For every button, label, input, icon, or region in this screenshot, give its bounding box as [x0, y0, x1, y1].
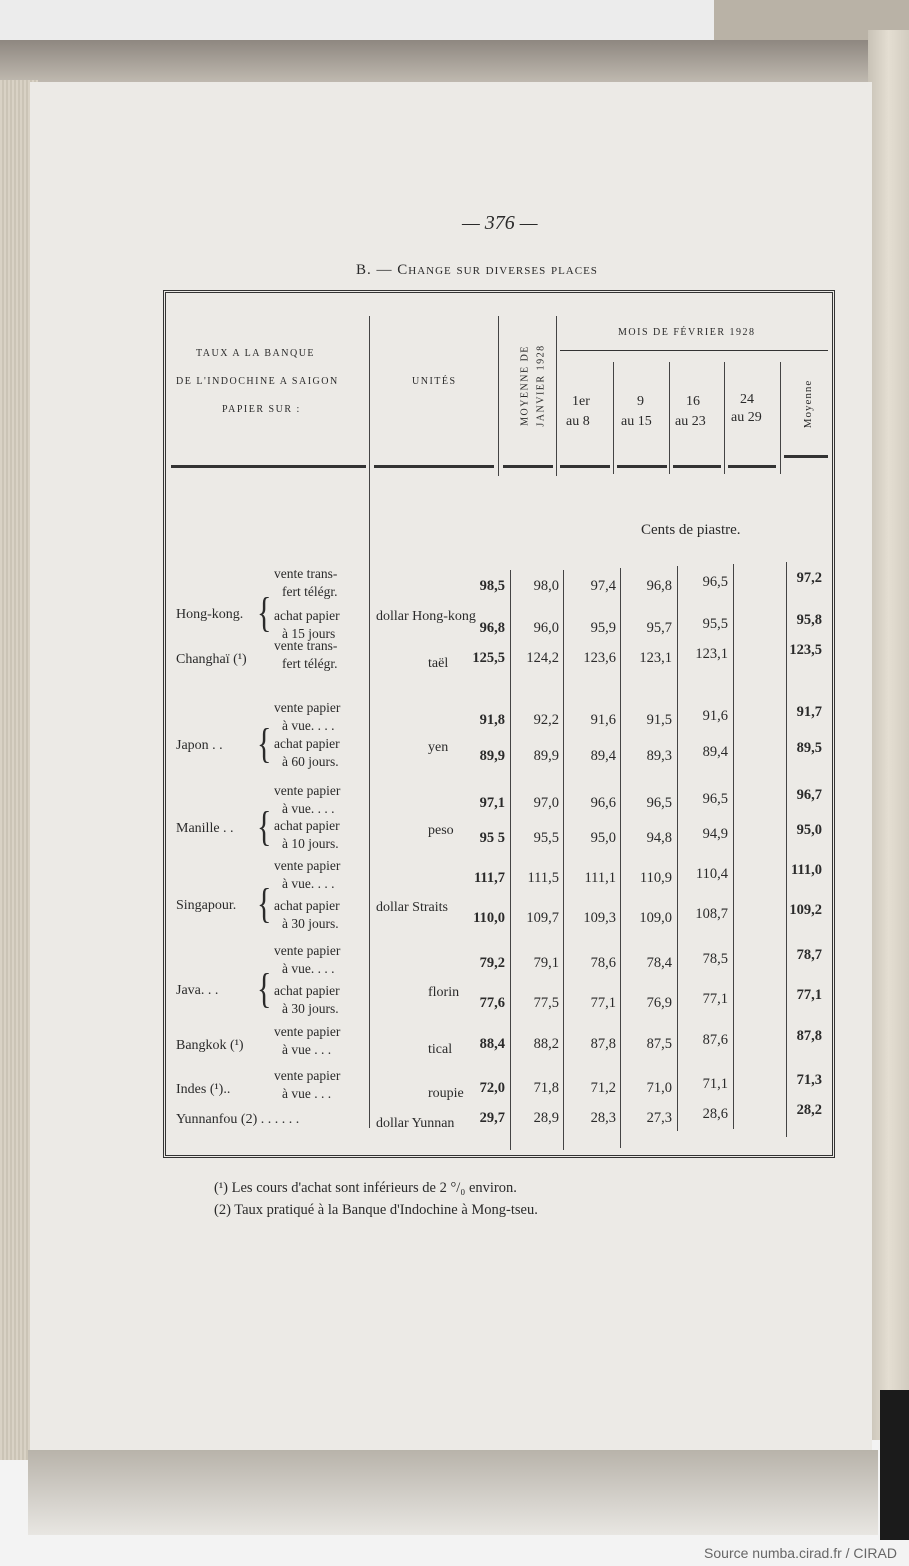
place-name: Japon . . — [176, 738, 223, 753]
cell-p2: 77,1 — [590, 995, 616, 1011]
cell-p4: 77,1 — [702, 991, 728, 1007]
col-rule — [724, 362, 725, 474]
cell-p3: 109,0 — [639, 910, 672, 926]
cell-p4: 110,4 — [695, 866, 728, 882]
cell-p4: 96,5 — [702, 791, 728, 807]
row-label: vente trans- — [274, 638, 338, 653]
cell-p4: 123,1 — [695, 646, 728, 662]
cell-avg: 89,5 — [796, 740, 822, 756]
cell-avg: 97,2 — [796, 570, 822, 586]
brace-icon: { — [257, 590, 272, 637]
header-col1-line2: DE L'INDOCHINE A SAIGON — [176, 376, 339, 387]
cell-avg: 95,0 — [796, 822, 822, 838]
cell-p3: 27,3 — [646, 1110, 672, 1126]
place-unit: peso — [428, 822, 454, 838]
page-number: — 376 — — [462, 212, 538, 234]
brace-icon: { — [257, 803, 272, 850]
cell-p1: 98,0 — [533, 578, 559, 594]
cell-avg: 91,7 — [796, 704, 822, 720]
header-rule — [503, 465, 553, 468]
row-label: à vue. . . . — [282, 876, 335, 891]
period-3-a: 16 — [686, 394, 700, 409]
cell-jan: 77,6 — [479, 995, 505, 1011]
period-4-a: 24 — [740, 392, 754, 407]
place-name: Manille . . — [176, 820, 234, 836]
book-top-edge — [0, 40, 880, 88]
cell-jan: 72,0 — [479, 1080, 505, 1096]
col-rule — [556, 316, 557, 476]
row-label: achat papier — [274, 898, 340, 913]
cell-p3: 96,5 — [646, 795, 672, 811]
row-label: achat papier — [274, 608, 340, 623]
row-label: à 60 jours. — [282, 754, 339, 769]
cell-p4: 28,6 — [702, 1106, 728, 1122]
col-rule — [498, 316, 499, 476]
cell-p1: 97,0 — [533, 795, 559, 811]
cell-jan: 111,7 — [473, 870, 505, 886]
cell-p2: 95,0 — [590, 830, 616, 846]
cell-p1: 71,8 — [533, 1080, 559, 1096]
cell-p2: 87,8 — [590, 1036, 616, 1052]
cell-p3: 78,4 — [646, 955, 672, 971]
cell-p1: 96,0 — [533, 620, 559, 636]
row-label: achat papier — [274, 983, 340, 998]
cell-avg: 71,3 — [796, 1072, 822, 1088]
brace-icon: { — [257, 721, 272, 768]
cell-p1: 77,5 — [533, 995, 559, 1011]
cell-avg: 111,0 — [790, 862, 822, 878]
row-label: vente papier — [274, 858, 341, 873]
cell-p1: 95,5 — [533, 830, 559, 846]
cell-p4: 71,1 — [702, 1076, 728, 1092]
row-label: vente trans- — [274, 566, 338, 581]
section-heading: B. — Change sur diverses places — [356, 262, 598, 278]
place-unit: roupie — [428, 1086, 464, 1101]
row-label: à 10 jours. — [282, 836, 339, 851]
cell-p3: 95,7 — [646, 620, 672, 636]
row-label: achat papier — [274, 736, 340, 751]
row-label: vente papier — [274, 700, 341, 715]
cell-p2: 71,2 — [590, 1080, 616, 1096]
cell-p1: 88,2 — [533, 1036, 559, 1052]
cell-avg: 87,8 — [796, 1028, 822, 1044]
cell-p3: 110,9 — [639, 870, 672, 886]
cell-p1: 109,7 — [526, 910, 559, 926]
header-rule — [171, 465, 366, 468]
cell-avg: 78,7 — [796, 947, 822, 963]
period-1-b: au 8 — [566, 414, 590, 429]
row-label: vente papier — [274, 1068, 341, 1083]
period-4-b: au 29 — [731, 410, 762, 425]
dark-corner — [880, 1390, 909, 1540]
cell-p2: 28,3 — [590, 1110, 616, 1126]
cell-p1: 124,2 — [526, 650, 559, 666]
cell-jan: 110,0 — [473, 910, 505, 926]
cell-p3: 91,5 — [646, 712, 672, 728]
cell-p2: 123,6 — [583, 650, 616, 666]
row-label: à vue. . . . — [282, 961, 335, 976]
cell-avg: 109,2 — [789, 902, 822, 918]
header-col1-line3: PAPIER SUR : — [222, 404, 301, 415]
header-units: UNITÉS — [412, 376, 457, 387]
cell-p4: 96,5 — [702, 574, 728, 590]
cell-jan: 98,5 — [479, 578, 505, 594]
place-name: Yunnanfou (2) . . . . . . — [176, 1112, 300, 1127]
place-name: Changhaï (¹) — [176, 652, 247, 667]
col-rule — [563, 570, 564, 1150]
col-rule — [369, 316, 370, 1128]
row-label: vente papier — [274, 943, 341, 958]
cell-jan: 89,9 — [479, 748, 505, 764]
header-rule — [673, 465, 721, 468]
cell-avg: 123,5 — [789, 642, 822, 658]
cell-p1: 89,9 — [533, 748, 559, 764]
month-rule — [560, 350, 828, 351]
place-unit: taël — [428, 656, 449, 671]
cell-avg: 28,2 — [796, 1102, 822, 1118]
place-unit: dollar Yunnan — [376, 1116, 455, 1131]
col-rule — [620, 568, 621, 1148]
cell-jan: 95 5 — [479, 830, 505, 846]
cell-jan: 96,8 — [479, 620, 505, 636]
row-label: achat papier — [274, 818, 340, 833]
cell-p4: 87,6 — [702, 1032, 728, 1048]
header-rule — [784, 455, 828, 458]
row-label: à vue. . . . — [282, 718, 335, 733]
cell-p4: 91,6 — [702, 708, 728, 724]
place-unit: dollar Straits — [376, 900, 448, 915]
col-rule — [669, 362, 670, 474]
row-label: fert télégr. — [282, 656, 338, 671]
period-1-a: 1er — [572, 394, 590, 409]
cell-p2: 91,6 — [590, 712, 616, 728]
cell-avg: 95,8 — [796, 612, 822, 628]
row-label: à 30 jours. — [282, 916, 339, 931]
place-unit: florin — [428, 985, 460, 1000]
cell-p1: 92,2 — [533, 712, 559, 728]
cell-jan: 88,4 — [479, 1036, 505, 1052]
col-rule — [733, 564, 734, 1129]
row-label: à vue. . . . — [282, 801, 335, 816]
place-unit: yen — [428, 740, 449, 755]
cell-p3: 87,5 — [646, 1036, 672, 1052]
col-rule — [613, 362, 614, 474]
place-unit: dollar Hong-kong — [376, 609, 476, 624]
row-label: à vue . . . — [282, 1042, 332, 1057]
cell-p3: 71,0 — [646, 1080, 672, 1096]
book-right-edge — [868, 30, 909, 1440]
cell-jan: 91,8 — [479, 712, 505, 728]
cell-p4: 95,5 — [702, 616, 728, 632]
place-name: Singapour. — [176, 898, 237, 913]
cell-jan: 97,1 — [479, 795, 505, 811]
row-label: fert télégr. — [282, 584, 338, 599]
place-unit: tical — [428, 1042, 453, 1057]
header-rule — [560, 465, 610, 468]
header-jan-line1: MOYENNE DE — [519, 345, 531, 426]
row-label: vente papier — [274, 1024, 341, 1039]
cell-jan: 125,5 — [472, 650, 505, 666]
brace-icon: { — [257, 966, 272, 1013]
header-month: MOIS DE FÉVRIER 1928 — [618, 327, 756, 338]
header-rule — [617, 465, 667, 468]
header-moyenne: Moyenne — [802, 379, 814, 429]
header-jan-line2: JANVIER 1928 — [535, 344, 547, 427]
place-name: Bangkok (¹) — [176, 1038, 244, 1053]
footnote-2: (2) Taux pratiqué à la Banque d'Indochine à Mong-tseu. — [214, 1202, 538, 1218]
cell-p2: 89,4 — [590, 748, 616, 764]
cell-p1: 79,1 — [533, 955, 559, 971]
col-rule — [780, 362, 781, 474]
cell-avg: 77,1 — [796, 987, 822, 1003]
cell-p3: 96,8 — [646, 578, 672, 594]
period-2-b: au 15 — [621, 414, 652, 429]
unit-note: Cents de piastre. — [641, 522, 741, 538]
cell-p2: 109,3 — [583, 910, 616, 926]
cell-p2: 96,6 — [590, 795, 616, 811]
cell-p2: 97,4 — [590, 578, 616, 594]
cell-p3: 89,3 — [646, 748, 672, 764]
period-2-a: 9 — [637, 394, 644, 409]
row-label: vente papier — [274, 783, 341, 798]
source-credit: Source numba.cirad.fr / CIRAD — [704, 1545, 897, 1561]
cell-p1: 28,9 — [533, 1110, 559, 1126]
cell-jan: 79,2 — [479, 955, 505, 971]
cell-p2: 95,9 — [590, 620, 616, 636]
header-col1-line1: TAUX A LA BANQUE — [196, 348, 316, 359]
cell-jan: 29,7 — [479, 1110, 505, 1126]
cell-p3: 94,8 — [646, 830, 672, 846]
cell-p4: 94,9 — [702, 826, 728, 842]
period-3-b: au 23 — [675, 414, 706, 429]
page-bottom-shadow — [28, 1450, 878, 1535]
cell-p3: 76,9 — [646, 995, 672, 1011]
place-name: Hong-kong. — [176, 607, 244, 622]
place-name: Java. . . — [176, 983, 219, 998]
header-rule — [728, 465, 776, 468]
cell-p2: 78,6 — [590, 955, 616, 971]
cell-p4: 89,4 — [702, 744, 728, 760]
cell-p4: 108,7 — [695, 906, 728, 922]
row-label: à 30 jours. — [282, 1001, 339, 1016]
cell-p3: 123,1 — [639, 650, 672, 666]
row-label: à vue . . . — [282, 1086, 332, 1101]
row-label: à 15 jours — [282, 626, 336, 641]
brace-icon: { — [257, 881, 272, 928]
place-name: Indes (¹).. — [176, 1082, 231, 1097]
footnote-1: (¹) Les cours d'achat sont inférieurs de 2 °/₀ environ. — [214, 1180, 517, 1196]
cell-p1: 111,5 — [527, 870, 559, 886]
cell-p4: 78,5 — [702, 951, 728, 967]
header-rule — [374, 465, 494, 468]
cell-p2: 111,1 — [584, 870, 616, 886]
cell-avg: 96,7 — [796, 787, 822, 803]
